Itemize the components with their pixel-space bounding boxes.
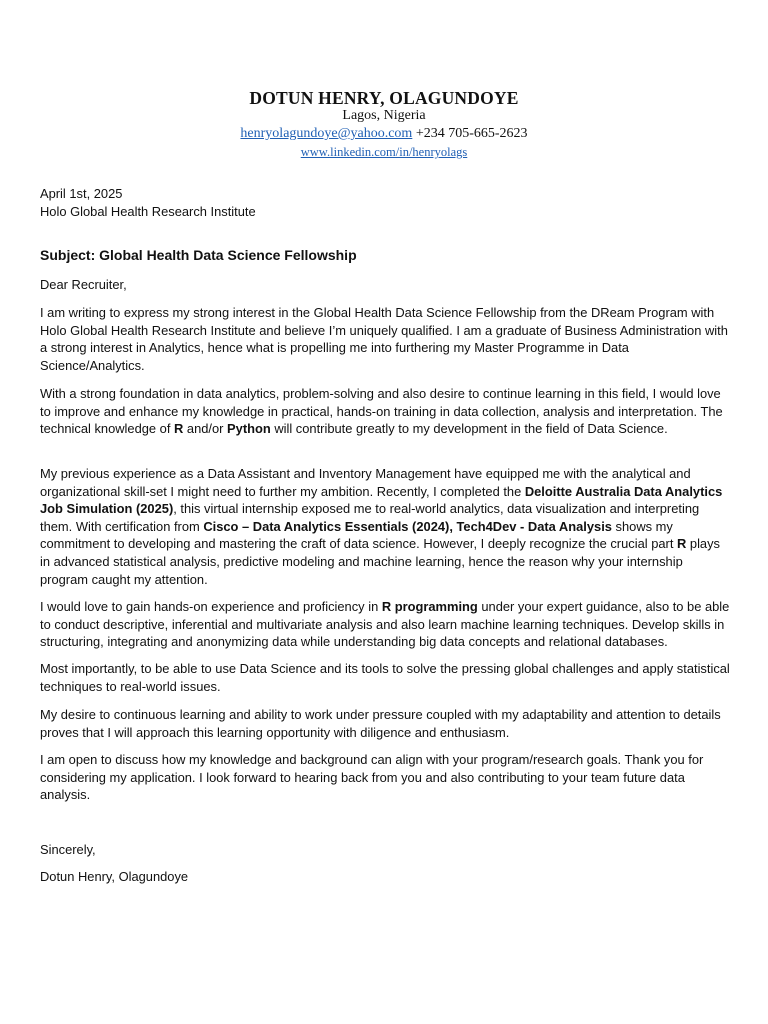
paragraph-3-text-a: My previous experience as a Data Assistant and Inventory Management have equipped me with the analytical and organizational skill-set I might need to further my ambition. Recently, I completed the bbox=[40, 466, 691, 499]
letter-header bbox=[0, 88, 768, 161]
contact-line bbox=[0, 125, 768, 143]
paragraph-4 bbox=[40, 598, 732, 651]
phone-number: +234 705-665-2623 bbox=[412, 126, 528, 141]
signature-name: Dotun Henry, Olagundoye bbox=[40, 869, 189, 884]
paragraph-2-text-c: and/or bbox=[183, 421, 228, 437]
paragraph-5: Most importantly, to be able to use Data Science and its tools to solve the pressing global challenges and apply statistical techniques to real-world issues. bbox=[40, 661, 730, 694]
paragraph-2-bold-r: R bbox=[174, 421, 184, 437]
paragraph-3-bold-r: R bbox=[677, 536, 687, 552]
applicant-name: DOTUN HENRY, OLAGUNDOYE bbox=[249, 88, 519, 108]
paragraph-3-text-e: shows my commitment to developing and mastering the craft of data science. However, I deeply recognize the crucial part bbox=[40, 518, 677, 552]
email-link[interactable]: henryolagundoye@yahoo.com bbox=[240, 126, 413, 141]
recipient-organization: Holo Global Health Research Institute bbox=[40, 204, 256, 219]
paragraph-7: I am open to discuss how my knowledge and background can align with your program/research goals. Thank you for considering my application. I look forward to hearing back from you and also contributing to your team future data analysis. bbox=[40, 752, 704, 803]
closing: Sincerely, bbox=[40, 842, 96, 857]
paragraph-1: I am writing to express my strong interest in the Global Health Data Science Fellowship from the DReam Program with Holo Global Health Research Institute and believe I’m uniquely qualified. I am a graduate of Business Administration with a strong interest in Analytics, hence what is propelling me into furthering my Master Programme in Data Science/Analytics. bbox=[40, 305, 728, 373]
paragraph-2-text-a: With a strong foundation in data analytics, problem-solving and also desire to continue learning in this field, I would love to improve and enhance my knowledge in practical, hands-on training in data collection, analysis and interpretation. The technical knowledge of bbox=[40, 386, 723, 437]
paragraph-4-text-a: I would love to gain hands-on experience and proficiency in bbox=[40, 599, 382, 614]
paragraph-2-text-e: will contribute greatly to my development in the field of Data Science. bbox=[270, 421, 668, 437]
paragraph-3-text-g: plays in advanced statistical analysis, predictive modeling and machine learning, hence the reason why your internship program caught my attention. bbox=[40, 536, 720, 587]
paragraph-2-bold-python: Python bbox=[227, 421, 271, 437]
paragraph-4-bold-r-programming: R programming bbox=[381, 599, 478, 614]
paragraph-3-bold-certifications: Cisco – Data Analytics Essentials (2024), Tech4Dev - Data Analysis bbox=[203, 518, 612, 534]
letter-date: April 1st, 2025 bbox=[40, 186, 123, 201]
applicant-location: Lagos, Nigeria bbox=[342, 108, 426, 123]
paragraph-3-text-c: , this virtual internship exposed me to real-world analytics, data visualization and interpreting them. With certification from bbox=[40, 501, 700, 534]
paragraph-2 bbox=[40, 385, 732, 438]
paragraph-3 bbox=[40, 465, 732, 588]
paragraph-6: My desire to continuous learning and ability to work under pressure coupled with my adaptability and attention to details proves that I will approach this learning opportunity with diligence and enthusiasm. bbox=[40, 707, 721, 740]
letter-subject: Subject: Global Health Data Science Fellowship bbox=[40, 247, 357, 263]
linkedin-line bbox=[0, 143, 768, 161]
paragraph-3-bold-deloitte: Deloitte Australia Data Analytics Job Simulation (2025) bbox=[40, 483, 723, 517]
paragraph-4-text-c: under your expert guidance, also to be able to conduct descriptive, inferential and multivariate analysis and also learn machine learning techniques. Develop skills in structuring, integrating and anonymizing data while understanding big data concepts and relational databases. bbox=[40, 599, 730, 650]
salutation: Dear Recruiter, bbox=[40, 277, 127, 292]
linkedin-link[interactable]: www.linkedin.com/in/henryolags bbox=[300, 145, 468, 159]
